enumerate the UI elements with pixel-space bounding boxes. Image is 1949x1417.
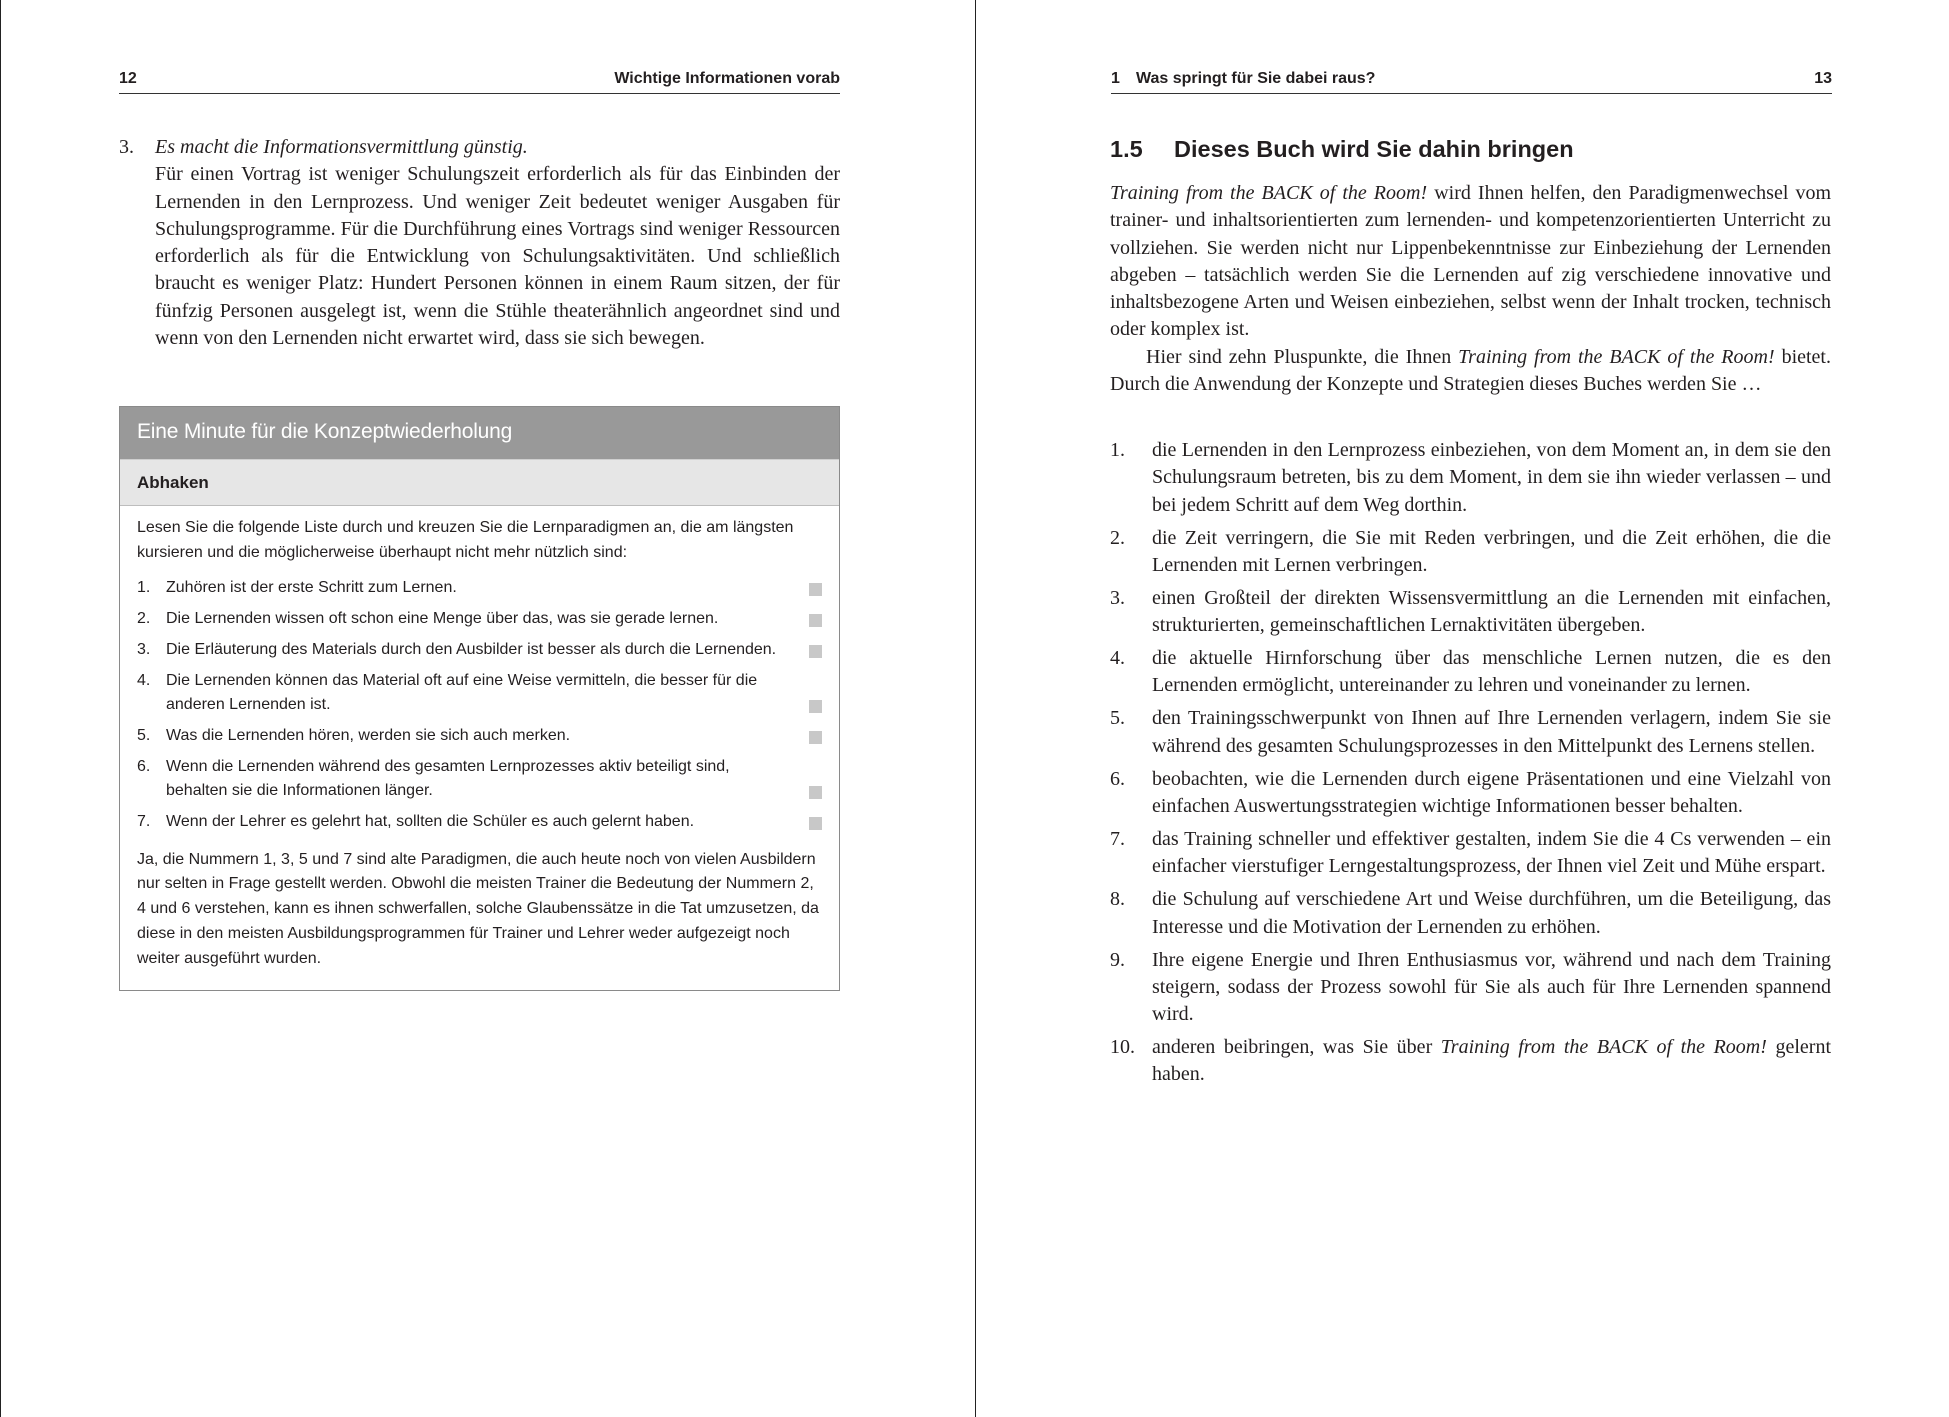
left-header-title: Wichtige Informationen vorab <box>614 70 840 87</box>
checklist-item <box>137 607 822 632</box>
list-item-text: einen Großteil der direkten Wissensvermittlung an die Lernenden mit einfachen, strukturierten, gemeinschaftlichen Lernaktivitäten übergeben. <box>1152 586 1831 637</box>
list-item-number: 3. <box>1110 586 1125 609</box>
second-paragraph <box>1110 344 1831 399</box>
checkbox-icon[interactable] <box>809 700 822 713</box>
book-title-italic: Training from the BACK of the Room! <box>1440 1036 1767 1059</box>
list-item <box>1110 826 1831 881</box>
list-item-text: beobachten, wie die Lernenden durch eigene Präsentationen und eine Vielzahl von einfachen Auswertungsstrategien wichtige Informationen besser behalten. <box>1152 767 1831 817</box>
checklist-item-number: 5. <box>137 726 151 744</box>
checklist-item <box>137 810 822 835</box>
checklist-item-number: 4. <box>137 671 151 689</box>
list-item-number: 2. <box>1110 526 1125 549</box>
left-running-header <box>119 68 840 94</box>
box-intro: Lesen Sie die folgende Liste durch und kreuzen Sie die Lernparadigmen an, die am längsten kursieren und die möglicherweise überhaupt nicht mehr nützlich sind: <box>137 519 794 561</box>
benefits-list <box>1110 437 1831 1094</box>
paragraph-number: 3. <box>119 136 134 158</box>
intro-paragraph-text: wird Ihnen helfen, den Paradigmenwechsel vom trainer- und inhaltsorientierten zum lernenden- und kompetenzorientierten Unterricht zu vollziehen. Sie werden nicht nur Lippenbekenntnisse zur Einbeziehung der Lernenden abgeben – tatsächlich werden Sie die Lernenden auf zig verschiedene innovative und inhaltsbezogene Arten und Weisen einbeziehen, selbst wenn der Inhalt trocken, technisch oder komplex ist. <box>1110 182 1831 341</box>
list-item-number: 9. <box>1110 948 1125 971</box>
checklist-item-number: 2. <box>137 610 151 628</box>
list-item <box>1110 766 1831 821</box>
list-item <box>1110 886 1831 941</box>
checklist-item <box>137 724 822 749</box>
checklist-item-text: Wenn der Lehrer es gelehrt hat, sollten die Schüler es auch gelernt haben. <box>166 813 695 831</box>
section-number: 1.5 <box>1110 136 1143 162</box>
box-title: Eine Minute für die Konzeptwiederholung <box>120 407 839 459</box>
checkbox-icon[interactable] <box>809 614 822 627</box>
book-title-italic: Training from the BACK of the Room! <box>1110 182 1428 204</box>
list-item-text: Ihre eigene Energie und Ihren Enthusiasmus vor, während und nach dem Training steigern, sodass der Prozess sowohl für Sie als auch für Ihre Lernenden spannend wird. <box>1152 948 1831 1026</box>
numbered-paragraph <box>119 134 840 352</box>
concept-review-box <box>119 406 840 991</box>
left-page-number: 12 <box>119 70 137 87</box>
list-item <box>1110 1034 1831 1089</box>
checklist-item-text: Was die Lernenden hören, werden sie sich auch merken. <box>166 726 571 744</box>
book-title-italic: Training from the BACK of the Room! <box>1458 346 1775 368</box>
list-item-text: die Zeit verringern, die Sie mit Reden verbringen, und die Zeit erhöhen, die die Lernenden mit Lernen verbringen. <box>1152 526 1831 576</box>
checklist-item-number: 3. <box>137 640 151 658</box>
checklist-item <box>137 576 822 601</box>
checkbox-icon[interactable] <box>809 645 822 658</box>
checkbox-icon[interactable] <box>809 817 822 830</box>
checklist-item <box>137 755 822 804</box>
right-running-header <box>1111 68 1832 94</box>
list-item-text-end: gelernt haben. <box>1152 1036 1832 1086</box>
list-item <box>1110 947 1831 1029</box>
checkbox-icon[interactable] <box>809 583 822 596</box>
list-item-number: 5. <box>1110 707 1125 730</box>
list-item-number: 10. <box>1110 1036 1135 1059</box>
section-title: Dieses Buch wird Sie dahin bringen <box>1174 136 1574 162</box>
second-paragraph-end: bietet. Durch die Anwendung der Konzepte und Strategien dieses Buches werden Sie … <box>1110 346 1831 396</box>
list-item <box>1110 525 1831 580</box>
list-item <box>1110 437 1831 519</box>
right-page-number: 13 <box>1814 70 1832 87</box>
checklist-item-text: Die Erläuterung des Materials durch den Ausbilder ist besser als durch die Lernenden. <box>166 640 777 658</box>
checkbox-icon[interactable] <box>809 786 822 799</box>
list-item-number: 1. <box>1110 439 1125 461</box>
list-item-number: 4. <box>1110 647 1125 670</box>
checklist-item-text: Die Lernenden können das Material oft auf eine Weise vermitteln, die besser für die anderen Lernenden ist. <box>166 671 758 714</box>
list-item <box>1110 645 1831 700</box>
list-item-text: die Lernenden in den Lernprozess einbeziehen, von dem Moment an, in dem sie den Schulungsraum betreten, bis zu dem Moment, in dem sie ihn wieder verlassen – und bei jedem Schritt auf dem Weg dorthin. <box>1152 439 1831 516</box>
checklist-item-text: Die Lernenden wissen oft schon eine Menge über das, was sie gerade lernen. <box>166 610 719 628</box>
list-item-text-start: anderen beibringen, was Sie über <box>1152 1036 1441 1059</box>
right-header-title: Was springt für Sie dabei raus? <box>1136 70 1376 87</box>
section-heading <box>1110 136 1574 163</box>
list-item-text: die aktuelle Hirnforschung über das menschliche Lernen nutzen, die es den Lernenden ermöglicht, untereinander zu lehren und voneinander zu lernen. <box>1152 647 1831 697</box>
list-item-number: 6. <box>1110 767 1125 790</box>
checklist-item-text: Zuhören ist der erste Schritt zum Lernen. <box>166 579 457 597</box>
list-item <box>1110 585 1831 640</box>
box-subtitle: Abhaken <box>120 459 839 506</box>
intro-paragraph <box>1110 180 1831 344</box>
box-outro: Ja, die Nummern 1, 3, 5 und 7 sind alte Paradigmen, die auch heute noch von vielen Ausbildern nur selten in Frage gestellt werden. Obwohl die meisten Trainer die Bedeutung der Nummern 2, 4 und 6 verstehen, kann es ihnen schwerfallen, solche Glaubenssätze in die Tat umzusetzen, da diese in den meisten Ausbildungsprogrammen für Trainer und Lehrer weder aufgezeigt noch weiter ausgeführt wurden. <box>137 850 819 967</box>
paragraph-body: Für einen Vortrag ist weniger Schulungszeit erforderlich als für das Einbinden der Lernenden in den Lernprozess. Und weniger Zeit bedeutet weniger Ausgaben für Schulungsprogramme. Für die Durchführung eines Vortrags sind weniger Ressourcen erforderlich als für die Entwicklung von Schulungsaktivitäten. Und schließlich braucht es weniger Platz: Hundert Personen können in einem Raum sitzen, der für fünfzig Personen ausgelegt ist, wenn die Stühle theaterähnlich angeordnet sind und wenn von den Lernenden nicht erwartet wird, dass sie sich bewegen. <box>155 163 840 350</box>
checklist-item-number: 7. <box>137 813 151 831</box>
checklist-item <box>137 638 822 663</box>
list-item <box>1110 705 1831 760</box>
checkbox-icon[interactable] <box>809 731 822 744</box>
checklist-item-number: 6. <box>137 757 151 775</box>
checklist-item-text: Wenn die Lernenden während des gesamten Lernprozesses aktiv beteiligt sind, behalten sie die Informationen länger. <box>166 757 730 800</box>
chapter-number: 1 <box>1111 70 1120 87</box>
list-item-text: die Schulung auf verschiedene Art und Weise durchführen, um die Beteiligung, das Interesse und die Motivation der Lernenden zu erhöhen. <box>1152 888 1831 938</box>
paragraph-lead: Es macht die Informationsvermittlung günstig. <box>155 136 528 158</box>
list-item-text: das Training schneller und effektiver gestalten, indem Sie die 4 Cs verwenden – ein einfacher vierstufiger Lerngestaltungsprozess, der Ihnen viel Zeit und Mühe erspart. <box>1152 827 1831 878</box>
list-item-text: den Trainingsschwerpunkt von Ihnen auf Ihre Lernenden verlagern, indem Sie sie während des gesamten Schulungsprozesses in den Mittelpunkt des Lernens stellen. <box>1152 707 1831 757</box>
list-item-number: 8. <box>1110 888 1125 911</box>
checklist-item <box>137 669 822 718</box>
second-paragraph-start: Hier sind zehn Pluspunkte, die Ihnen <box>1146 346 1459 368</box>
checklist <box>137 576 822 834</box>
list-item-number: 7. <box>1110 827 1125 850</box>
checklist-item-number: 1. <box>137 579 151 597</box>
